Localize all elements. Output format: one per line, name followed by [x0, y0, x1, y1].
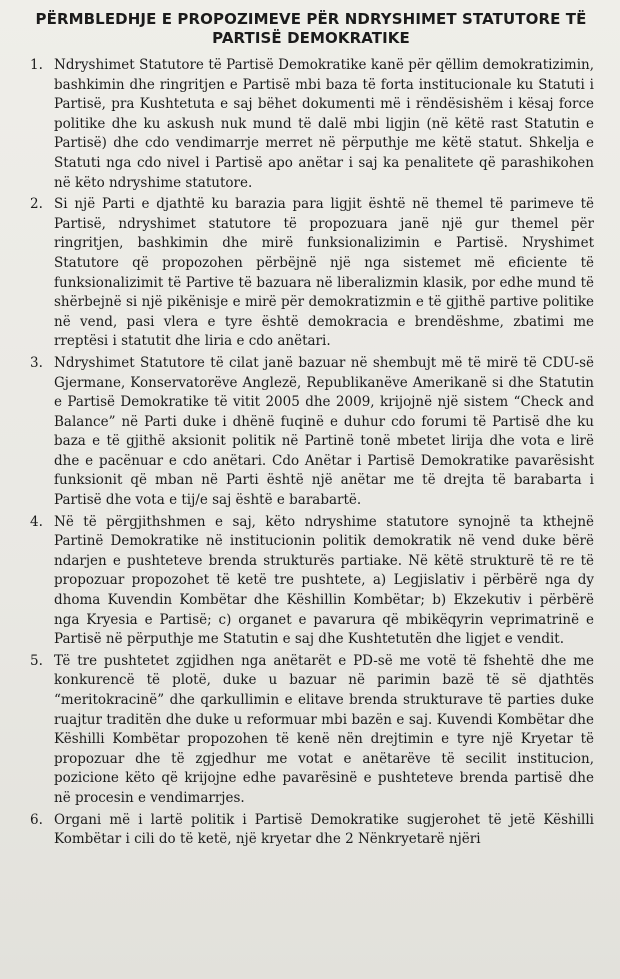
item-number: 6. [30, 811, 43, 828]
list-item [28, 513, 594, 650]
item-text: Organi më i lartë politik i Partisë Demokratike sugjerohet të jetë Këshilli Kombëtar i cili do të ketë, një kryetar dhe 2 Nënkryetarë njëri [54, 811, 594, 848]
item-text: Ndryshimet Statutore të cilat janë bazuar në shembujt më të mirë të CDU-së Gjermane, Konservatorëve Anglezë, Republikanëve Amerikanë si dhe Statutin e Partisë Demokratike të vitit 2005 dhe 2009, krijojnë një sistem “Check and Balance” në Parti duke i dhënë fuqinë e duhur cdo forumi të Partisë dhe ku baza e të gjithë aksionit politik në Partinë tonë mbetet lirija dhe vota e lirë dhe e pacënuar e cdo anëtari. Cdo Anëtar i Partisë Demokratike pavarësisht funksionit që mban në Parti është një anëtar me të drejta të barabarta i Partisë dhe vota e tij/e saj është e barabartë. [54, 354, 594, 509]
document-title [28, 10, 594, 48]
title-line-1: PËRMBLEDHJE E PROPOZIMEVE PËR NDRYSHIMET STATUTORE TË [35, 10, 587, 28]
list-item [28, 811, 594, 850]
item-number: 3. [30, 354, 43, 371]
item-text: Ndryshimet Statutore të Partisë Demokratike kanë për qëllim demokratizimin, bashkimin dhe ringritjen e Partisë mbi baza të forta institucionale ku Statuti i Partisë, pra Kushtetuta e saj bëhet dokumenti më i rëndësishëm i kësaj force politike dhe ku askush nuk mund të dalë mbi ligjin (në këtë rast Statutin e Partisë) dhe cdo vendimarrje merret në përputhje me këtë statut. Shkelja e Statuti nga cdo nivel i Partisë apo anëtar i saj ka penalitete që parashikohen në këto ndryshime statutore. [54, 57, 594, 191]
proposal-list [28, 56, 594, 850]
item-text: Të tre pushtetet zgjidhen nga anëtarët e PD-së me votë të fshehtë dhe me konkurencë të plotë, duke u bazuar në parimin bazë të së djathtës “meritokracinë” dhe qarkullimin e elitave brenda strukturave të parties duke ruajtur traditën dhe duke u reformuar mbi bazën e saj. Kuvendi Kombëtar dhe Këshilli Kombëtar propozohen të kenë nën drejtimin e tyre një Kryetar të propozuar dhe të zgjedhur me votat e anëtarëve të secilit institucion, pozicione këto që krijojne edhe pavarësinë e pushteteve brenda partisë dhe në procesin e vendimarrjes. [54, 652, 594, 806]
title-line-2: PARTISË DEMOKRATIKE [212, 29, 410, 47]
item-number: 4. [30, 513, 43, 530]
item-text: Si një Parti e djathtë ku barazia para ligjit është në themel të parimeve të Partisë, ndryshimet statutore të propozuara janë një gur themel për ringritjen, bashkimin dhe mirë funksionalizimin e Partisë. Nryshimet Statutore që propozohen përbëjnë një nga sistemet më eficiente të funksionalizimit të Partive të bazuara në liberalizmin klasik, por edhe mund të shërbejnë si një pikënisje e mirë për demokratizmin e të gjithë partive politike në vend, pasi vlera e tyre është demokracia e brendëshme, zbatimi me rreptësi i statutit dhe liria e cdo anëtari. [54, 196, 594, 350]
list-item [28, 354, 594, 511]
item-number: 1. [30, 57, 43, 73]
list-item [28, 56, 594, 193]
list-item [28, 195, 594, 352]
item-text: Në të përgjithshmen e saj, këto ndryshime statutore synojnë ta kthejnë Partinë Demokratike në institucionin politik demokratik në vend duke bërë ndarjen e pushteteve brenda strukturës partiake. Në këtë strukturë të re të propozuar propozohet të ketë tre pushtete, a) Legjislativ i përbërë nga dy dhoma Kuvendin Kombëtar dhe Këshillin Kombëtar; b) Ekzekutiv i përbërë nga Kryesia e Partisë; c) organet e pavarura që mbikëqyrin veprimatrinë e Partisë në përputhje me Statutin e saj dhe Kushtetutën dhe ligjet e vendit. [54, 513, 594, 648]
item-number: 5. [30, 652, 43, 669]
item-number: 2. [30, 196, 43, 213]
list-item [28, 652, 594, 809]
